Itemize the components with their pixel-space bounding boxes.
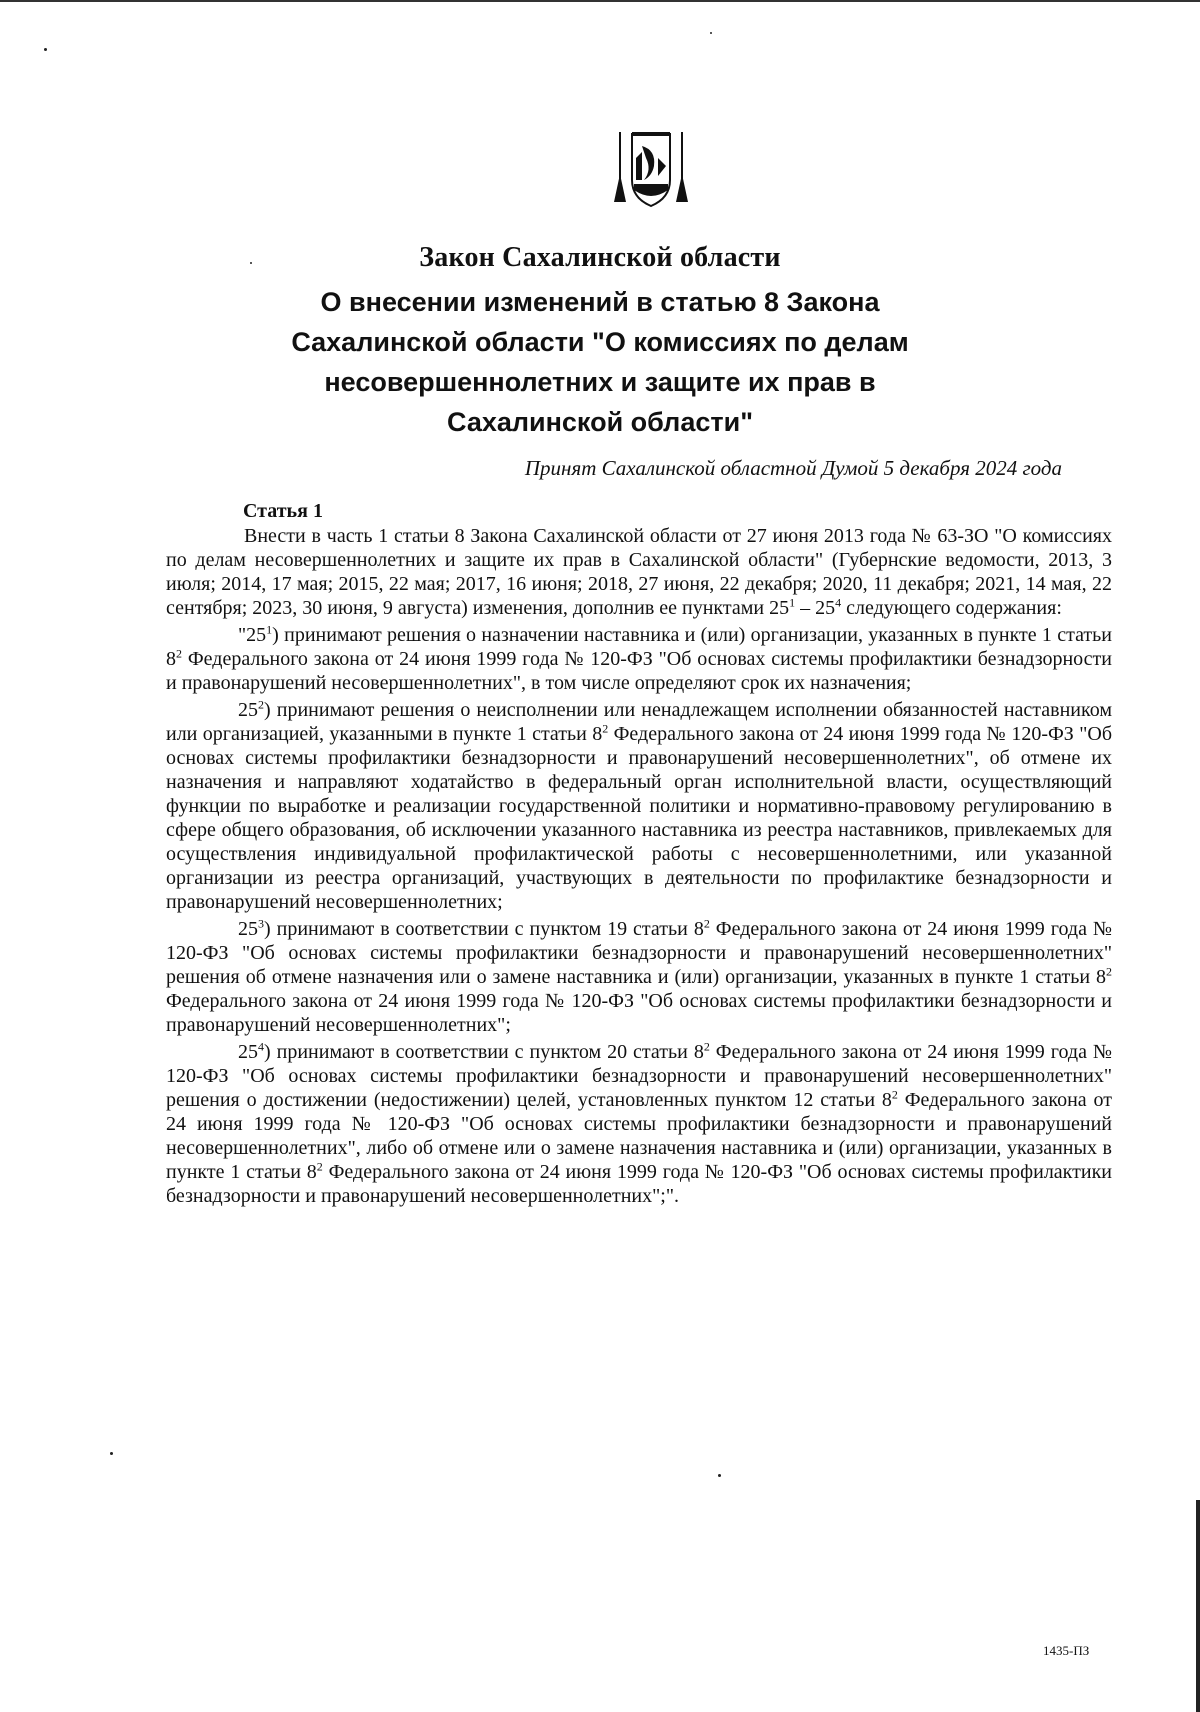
- item-25-1-paragraph: "$25^1$) принимают решения о назначении наставника и (или) организации, указанных в пункте 1 статьи $8^2$ Федерального закона от 24 июня 1999 года № 120-ФЗ "Об основах системы профилактики безнадзорности и правонарушений несовершеннолетних", в том числе определяют срок их назначения;: [166, 622, 1112, 694]
- scan-right-edge: [1196, 1500, 1200, 1712]
- scan-top-edge: [0, 0, 1200, 2]
- scan-speck: [710, 32, 712, 34]
- article-intro-paragraph: Внести в часть 1 статьи 8 Закона Сахалинской области от 27 июня 2013 года № 63-ЗО "О комиссиях по делам несовершеннолетних и защите их прав в Сахалинской области" (Губернские ведомости, 2013, 3 июля; 2014, 17 мая; 2015, 22 мая; 2017, 16 июня; 2018, 27 июня, 22 декабря; 2020, 11 декабря; 2021, 14 мая, 22 сентября; 2023, 30 июня, 9 августа) изменения, дополнив ее пунктами $25^1 - 25^4$ следующего содержания:: [166, 525, 1112, 619]
- law-subject-line: несовершеннолетних и защите их прав в: [324, 367, 876, 397]
- item-25-2-paragraph: $25^2$) принимают решения о неисполнении или ненадлежащем исполнении обязанностей наставником или организацией, указанными в пункте 1 статьи $8^2$ Федерального закона от 24 июня 1999 года № 120-ФЗ "Об основах системы профилактики безнадзорности и правонарушений несовершеннолетних", об отмене их назначения и направляют ходатайство в федеральный орган исполнительной власти, осуществляющий функции по выработке и реализации государственной политики и нормативно-правовому регулированию в сфере общего образования, об исключении указанного наставника из реестра наставников, привлекаемых для осуществления индивидуальной профилактической работы с несовершеннолетними, или указанной организации из реестра организаций, участвующих в деятельности по профилактике безнадзорности и правонарушений несовершеннолетних;: [166, 697, 1112, 913]
- item-25-3-paragraph: $25^3$) принимают в соответствии с пунктом 19 статьи $8^2$ Федерального закона от 24 июня 1999 года № 120-ФЗ "Об основах системы профилактики безнадзорности и правонарушений несовершеннолетних" решения об отмене назначения или о замене наставника и (или) организации, указанных в пункте 1 статьи $8^2$ Федерального закона от 24 июня 1999 года № 120-ФЗ "Об основах системы профилактики безнадзорности и правонарушений несовершеннолетних";: [166, 916, 1113, 1036]
- coat-of-arms-emblem: [612, 128, 690, 208]
- scan-speck: [718, 1474, 721, 1477]
- document-code: 1435-ПЗ: [1043, 1643, 1090, 1658]
- article-heading: Статья 1: [243, 500, 323, 522]
- adoption-note: Принят Сахалинской областной Думой 5 декабря 2024 года: [524, 456, 1062, 480]
- law-subject-line: О внесении изменений в статью 8 Закона: [320, 287, 880, 317]
- item-25-4-paragraph: $25^4$) принимают в соответствии с пунктом 20 статьи $8^2$ Федерального закона от 24 июня 1999 года № 120-ФЗ "Об основах системы профилактики безнадзорности и правонарушений несовершеннолетних" решения о достижении (недостижении) целей, установленных пунктом 12 статьи $8^2$ Федерального закона от 24 июня 1999 года № 120-ФЗ "Об основах системы профилактики безнадзорности и правонарушений несовершеннолетних", либо об отмене или о замене назначения наставника и (или) организации, указанных в пункте 1 статьи $8^2$ Федерального закона от 24 июня 1999 года № 120-ФЗ "Об основах системы профилактики безнадзорности и правонарушений несовершеннолетних";".: [166, 1039, 1113, 1207]
- scan-speck: [110, 1452, 113, 1455]
- law-subject-line: Сахалинской области "О комиссиях по делам: [291, 327, 909, 357]
- scan-speck: [250, 262, 252, 264]
- law-subject-line: Сахалинской области": [446, 407, 753, 437]
- law-subject-title: [150, 282, 1050, 442]
- article-body: [166, 524, 1112, 1211]
- scan-speck: [44, 48, 47, 51]
- law-title: Закон Сахалинской области: [419, 242, 781, 273]
